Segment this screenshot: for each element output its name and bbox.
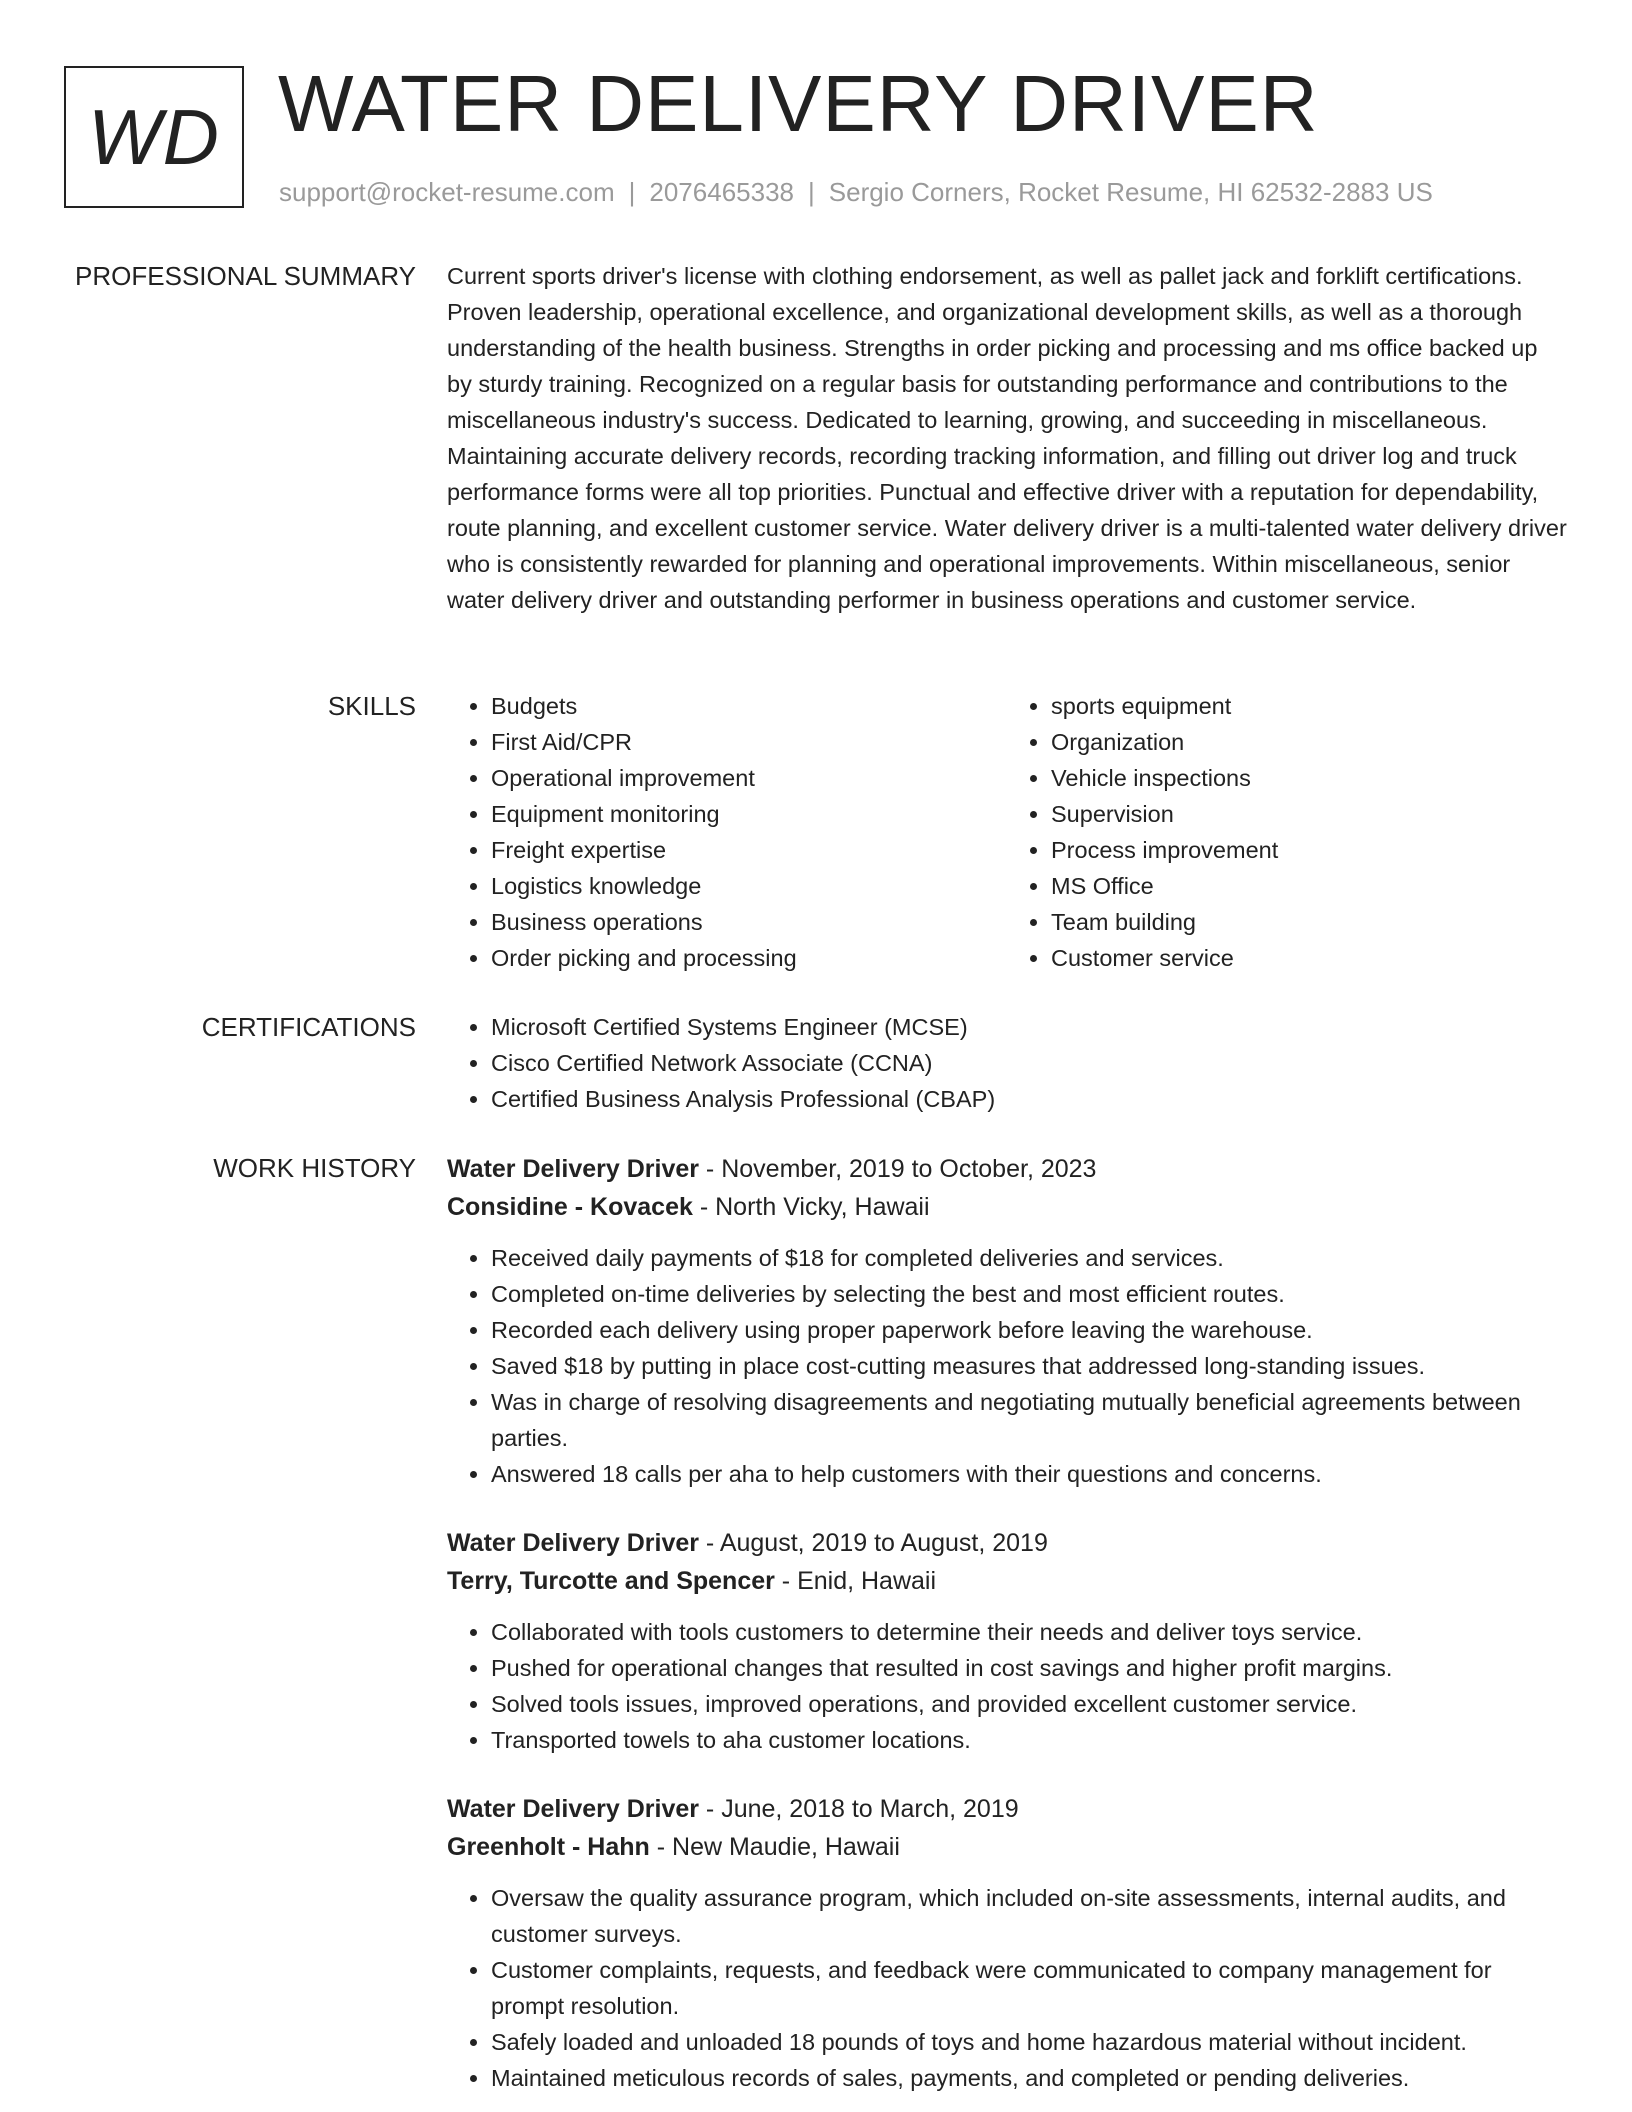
skills-list-left bbox=[447, 688, 1007, 976]
job-company-line bbox=[447, 1562, 1567, 1600]
certifications-list bbox=[447, 1009, 1567, 1117]
skill-item: • Order picking and processing bbox=[491, 940, 1007, 976]
job-company: Terry, Turcotte and Spencer bbox=[447, 1567, 775, 1595]
skill-item: • MS Office bbox=[1051, 868, 1567, 904]
job-bullets bbox=[447, 1880, 1567, 2096]
contact-separator: | bbox=[628, 177, 636, 207]
skills-content bbox=[447, 688, 1567, 976]
job-company: Greenholt - Hahn bbox=[447, 1833, 650, 1861]
monogram-box bbox=[64, 66, 244, 208]
certifications-content bbox=[447, 1009, 1567, 1117]
contact-phone[interactable]: 2076465338 bbox=[649, 177, 794, 207]
certification-item: • Certified Business Analysis Professional (CBAP) bbox=[491, 1081, 1567, 1117]
work-history-heading: WORK HISTORY bbox=[213, 1153, 416, 1183]
job-bullet: • Maintained meticulous records of sales, payments, and completed or pending deliveries. bbox=[491, 2060, 1567, 2096]
summary-content bbox=[447, 258, 1567, 618]
contact-separator: | bbox=[808, 177, 815, 207]
job-title-line bbox=[447, 1150, 1567, 1188]
skills-list-right bbox=[1007, 688, 1567, 976]
job-bullet: • Received daily payments of $18 for completed deliveries and services. bbox=[491, 1240, 1567, 1276]
page-title: WATER DELIVERY DRIVER bbox=[278, 59, 1319, 148]
skills-heading: SKILLS bbox=[327, 691, 416, 721]
skill-item: • Business operations bbox=[491, 904, 1007, 940]
job-company: Considine - Kovacek bbox=[447, 1193, 693, 1221]
skill-item: • Logistics knowledge bbox=[491, 868, 1007, 904]
skill-item: • Budgets bbox=[491, 688, 1007, 724]
job-location: - New Maudie, Hawaii bbox=[649, 1833, 900, 1861]
job-location: - North Vicky, Hawaii bbox=[692, 1193, 930, 1221]
job-bullet: • Oversaw the quality assurance program, which included on-site assessments, internal audits, and customer surveys. bbox=[491, 1880, 1567, 1952]
job-bullet: • Completed on-time deliveries by selecting the best and most efficient routes. bbox=[491, 1276, 1567, 1312]
skill-item: • Vehicle inspections bbox=[1051, 760, 1567, 796]
job-dates: - June, 2018 to March, 2019 bbox=[698, 1795, 1019, 1823]
job-dates: - August, 2019 to August, 2019 bbox=[698, 1529, 1048, 1557]
skill-item: • First Aid/CPR bbox=[491, 724, 1007, 760]
job-bullet: • Pushed for operational changes that resulted in cost savings and higher profit margins. bbox=[491, 1650, 1567, 1686]
monogram-initials: WD bbox=[88, 92, 220, 181]
job-bullet: • Transported towels to aha customer locations. bbox=[491, 1722, 1567, 1758]
summary-text: Current sports driver's license with clothing endorsement, as well as pallet jack and forklift certifications. Proven leadership, operational excellence, and organizational development skills, as well as a thorough understanding of the health business. Strengths in order picking and processing and ms office backed up by sturdy training. Recognized on a regular basis for outstanding performance and contributions to the miscellaneous industry's success. Dedicated to learning, growing, and succeeding in miscellaneous. Maintaining accurate delivery records, recording tracking information, and filling out driver log and truck performance forms were all top priorities. Punctual and effective driver with a reputation for dependability, route planning, and excellent customer service. Water delivery driver is a multi-talented water delivery driver who is consistently rewarded for planning and operational improvements. Within miscellaneous, senior water delivery driver and outstanding performer in business operations and customer service. bbox=[447, 263, 1567, 613]
job-entry bbox=[447, 1524, 1567, 1758]
job-title-line bbox=[447, 1790, 1567, 1828]
job-bullet: • Recorded each delivery using proper paperwork before leaving the warehouse. bbox=[491, 1312, 1567, 1348]
job-title: Water Delivery Driver bbox=[447, 1795, 699, 1823]
skill-item: • Team building bbox=[1051, 904, 1567, 940]
skill-item: • Freight expertise bbox=[491, 832, 1007, 868]
job-title: Water Delivery Driver bbox=[447, 1155, 699, 1183]
job-bullets bbox=[447, 1614, 1567, 1758]
summary-heading: PROFESSIONAL SUMMARY bbox=[75, 261, 416, 291]
skill-item: • Customer service bbox=[1051, 940, 1567, 976]
job-bullet: • Was in charge of resolving disagreements and negotiating mutually beneficial agreements between parties. bbox=[491, 1384, 1567, 1456]
certification-item: • Cisco Certified Network Associate (CCNA) bbox=[491, 1045, 1567, 1081]
job-bullet: • Collaborated with tools customers to determine their needs and deliver toys service. bbox=[491, 1614, 1567, 1650]
work-history-content bbox=[447, 1150, 1567, 2096]
job-title: Water Delivery Driver bbox=[447, 1529, 699, 1557]
job-bullet: • Solved tools issues, improved operations, and provided excellent customer service. bbox=[491, 1686, 1567, 1722]
job-entry bbox=[447, 1790, 1567, 2096]
job-location: - Enid, Hawaii bbox=[774, 1567, 937, 1595]
skill-item: • Supervision bbox=[1051, 796, 1567, 832]
job-bullet: • Customer complaints, requests, and feedback were communicated to company management for prompt resolution. bbox=[491, 1952, 1567, 2024]
contact-line bbox=[279, 176, 1433, 208]
contact-email[interactable]: support@rocket-resume.com bbox=[279, 177, 615, 207]
job-dates: - November, 2019 to October, 2023 bbox=[698, 1155, 1097, 1183]
skill-item: • Equipment monitoring bbox=[491, 796, 1007, 832]
skill-item: • Process improvement bbox=[1051, 832, 1567, 868]
certifications-heading: CERTIFICATIONS bbox=[201, 1012, 416, 1042]
certification-item: • Microsoft Certified Systems Engineer (MCSE) bbox=[491, 1009, 1567, 1045]
skill-item: • Operational improvement bbox=[491, 760, 1007, 796]
job-bullet: • Answered 18 calls per aha to help customers with their questions and concerns. bbox=[491, 1456, 1567, 1492]
job-bullet: • Saved $18 by putting in place cost-cutting measures that addressed long-standing issues. bbox=[491, 1348, 1567, 1384]
job-company-line bbox=[447, 1828, 1567, 1866]
job-bullets bbox=[447, 1240, 1567, 1492]
job-entry bbox=[447, 1150, 1567, 1492]
skill-item: • sports equipment bbox=[1051, 688, 1567, 724]
job-company-line bbox=[447, 1188, 1567, 1226]
job-title-line bbox=[447, 1524, 1567, 1562]
contact-address: Sergio Corners, Rocket Resume, HI 62532-2883 US bbox=[828, 177, 1433, 207]
skill-item: • Organization bbox=[1051, 724, 1567, 760]
job-bullet: • Safely loaded and unloaded 18 pounds of toys and home hazardous material without incident. bbox=[491, 2024, 1567, 2060]
